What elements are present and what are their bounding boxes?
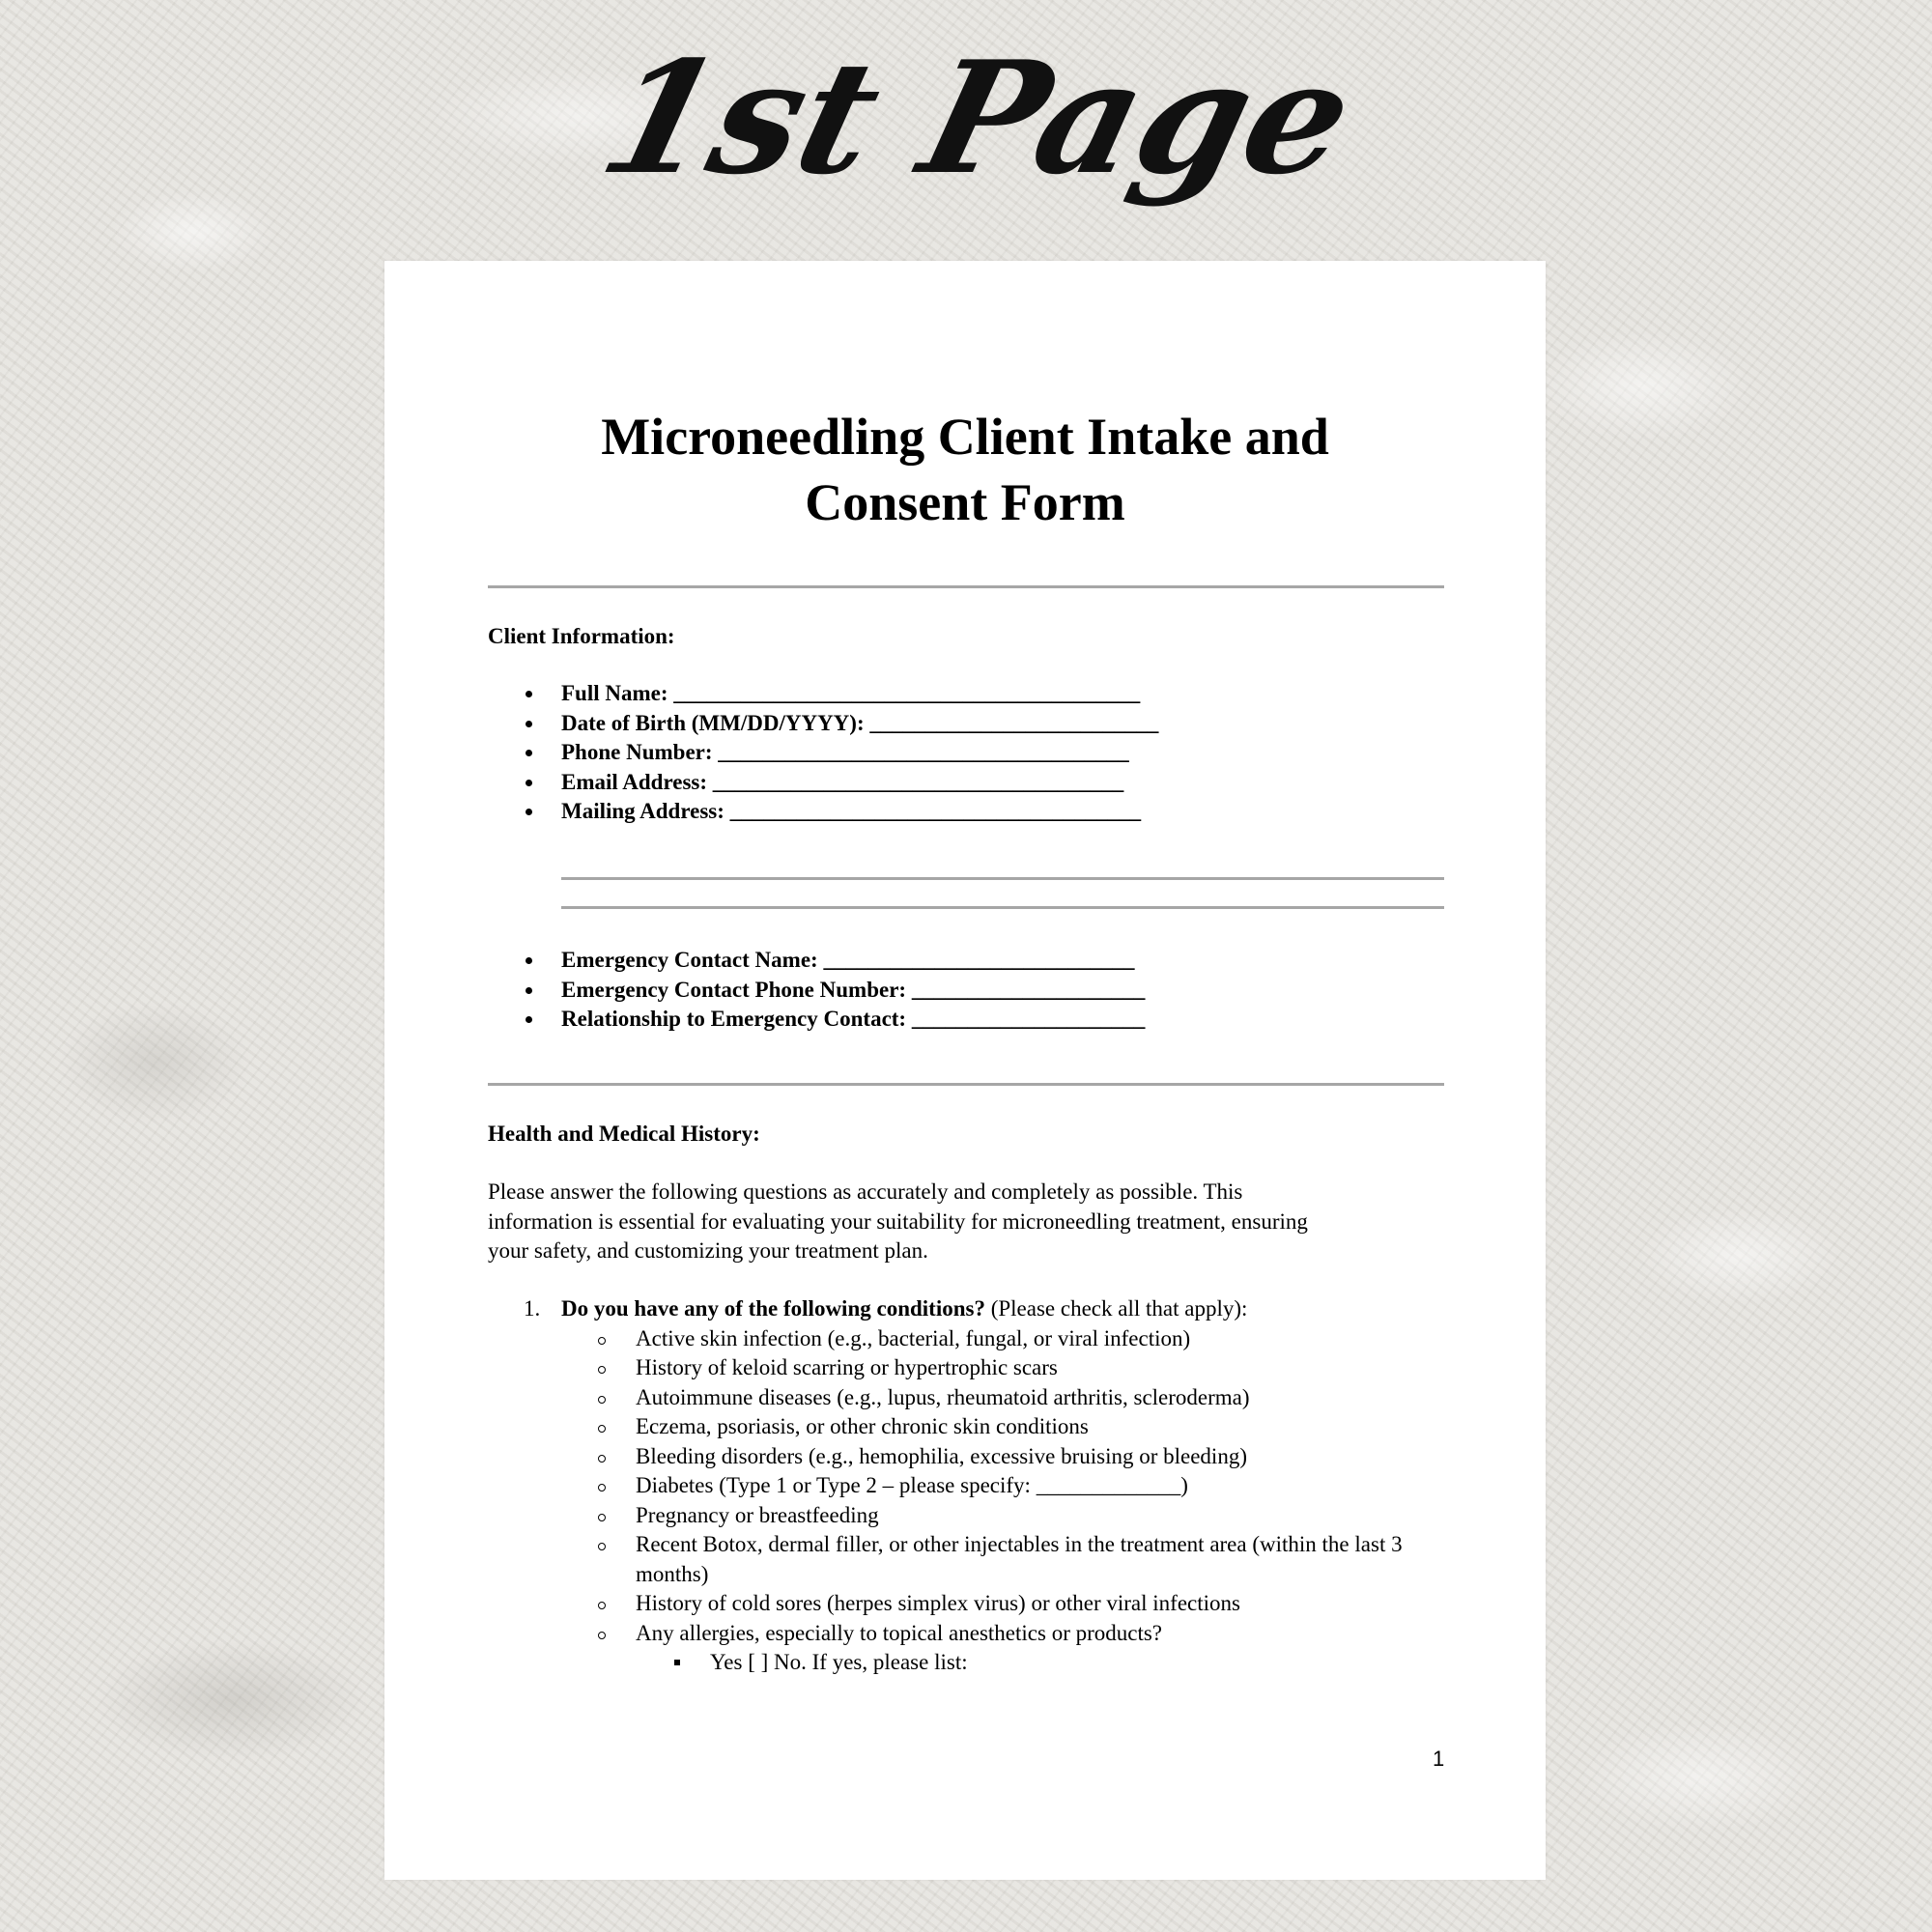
health-intro-paragraph — [488, 1178, 1454, 1266]
condition-option[interactable]: History of keloid scarring or hypertrophic scars — [488, 1353, 1466, 1383]
full-name-field[interactable]: Full Name: __________________________________________ — [488, 679, 1158, 709]
address-line-2[interactable] — [561, 906, 1444, 909]
conditions-question — [488, 1294, 1466, 1678]
intro-line: your safety, and customizing your treatment plan. — [488, 1238, 928, 1263]
document-page — [384, 261, 1546, 1880]
allergy-followup[interactable]: Yes [ ] No. If yes, please list: — [488, 1648, 1466, 1678]
divider — [488, 585, 1444, 588]
condition-option[interactable]: Any allergies, especially to topical anesthetics or products? — [488, 1619, 1466, 1649]
page-number: 1 — [1433, 1747, 1445, 1771]
condition-option[interactable]: History of cold sores (herpes simplex virus) or other viral infections — [488, 1589, 1466, 1619]
question-bold: Do you have any of the following conditions? — [561, 1296, 985, 1321]
document-title — [384, 404, 1546, 535]
client-info-heading: Client Information: — [488, 624, 675, 648]
emergency-contact-name-field[interactable]: Emergency Contact Name: ____________________________ — [488, 946, 1145, 976]
date-of-birth-field[interactable]: Date of Birth (MM/DD/YYYY): __________________________ — [488, 709, 1158, 739]
question-number: 1. — [524, 1296, 541, 1321]
health-history-heading: Health and Medical History: — [488, 1122, 760, 1146]
condition-option[interactable]: Autoimmune diseases (e.g., lupus, rheumatoid arthritis, scleroderma) — [488, 1383, 1466, 1413]
condition-option[interactable]: Eczema, psoriasis, or other chronic skin conditions — [488, 1412, 1466, 1442]
script-title-graphic — [585, 17, 1370, 249]
condition-option[interactable]: Pregnancy or breastfeeding — [488, 1501, 1466, 1531]
divider — [488, 1083, 1444, 1086]
address-line-1[interactable] — [561, 877, 1444, 880]
allergy-followup-list — [488, 1648, 1466, 1678]
conditions-options — [488, 1324, 1466, 1649]
condition-option[interactable]: Active skin infection (e.g., bacterial, fungal, or viral infection) — [488, 1324, 1466, 1354]
page-banner — [0, 17, 1932, 249]
condition-option[interactable]: Bleeding disorders (e.g., hemophilia, excessive bruising or bleeding) — [488, 1442, 1466, 1472]
question-text — [488, 1294, 1466, 1324]
mailing-address-field[interactable]: Mailing Address: _____________________________________ — [488, 797, 1158, 827]
script-title: 1st Page — [585, 27, 1370, 210]
email-address-field[interactable]: Email Address: _____________________________________ — [488, 768, 1158, 798]
title-line-1: Microneedling Client Intake and — [601, 408, 1329, 466]
condition-option[interactable]: Recent Botox, dermal filler, or other injectables in the treatment area (within the last 3 months) — [488, 1530, 1466, 1589]
question-instructions: (Please check all that apply): — [984, 1296, 1248, 1321]
emergency-contact-relationship-field[interactable]: Relationship to Emergency Contact: _____________________ — [488, 1005, 1145, 1035]
intro-line: Please answer the following questions as accurately and completely as possible. This — [488, 1179, 1243, 1204]
intro-line: information is essential for evaluating your suitability for microneedling treatment, ensuring — [488, 1208, 1308, 1234]
condition-option[interactable]: Diabetes (Type 1 or Type 2 – please specify: _____________) — [488, 1471, 1466, 1501]
phone-number-field[interactable]: Phone Number: _____________________________________ — [488, 738, 1158, 768]
title-line-2: Consent Form — [805, 473, 1125, 531]
emergency-contact-phone-field[interactable]: Emergency Contact Phone Number: _____________________ — [488, 976, 1145, 1006]
emergency-contact-list — [488, 946, 1145, 1035]
client-info-list — [488, 679, 1158, 827]
